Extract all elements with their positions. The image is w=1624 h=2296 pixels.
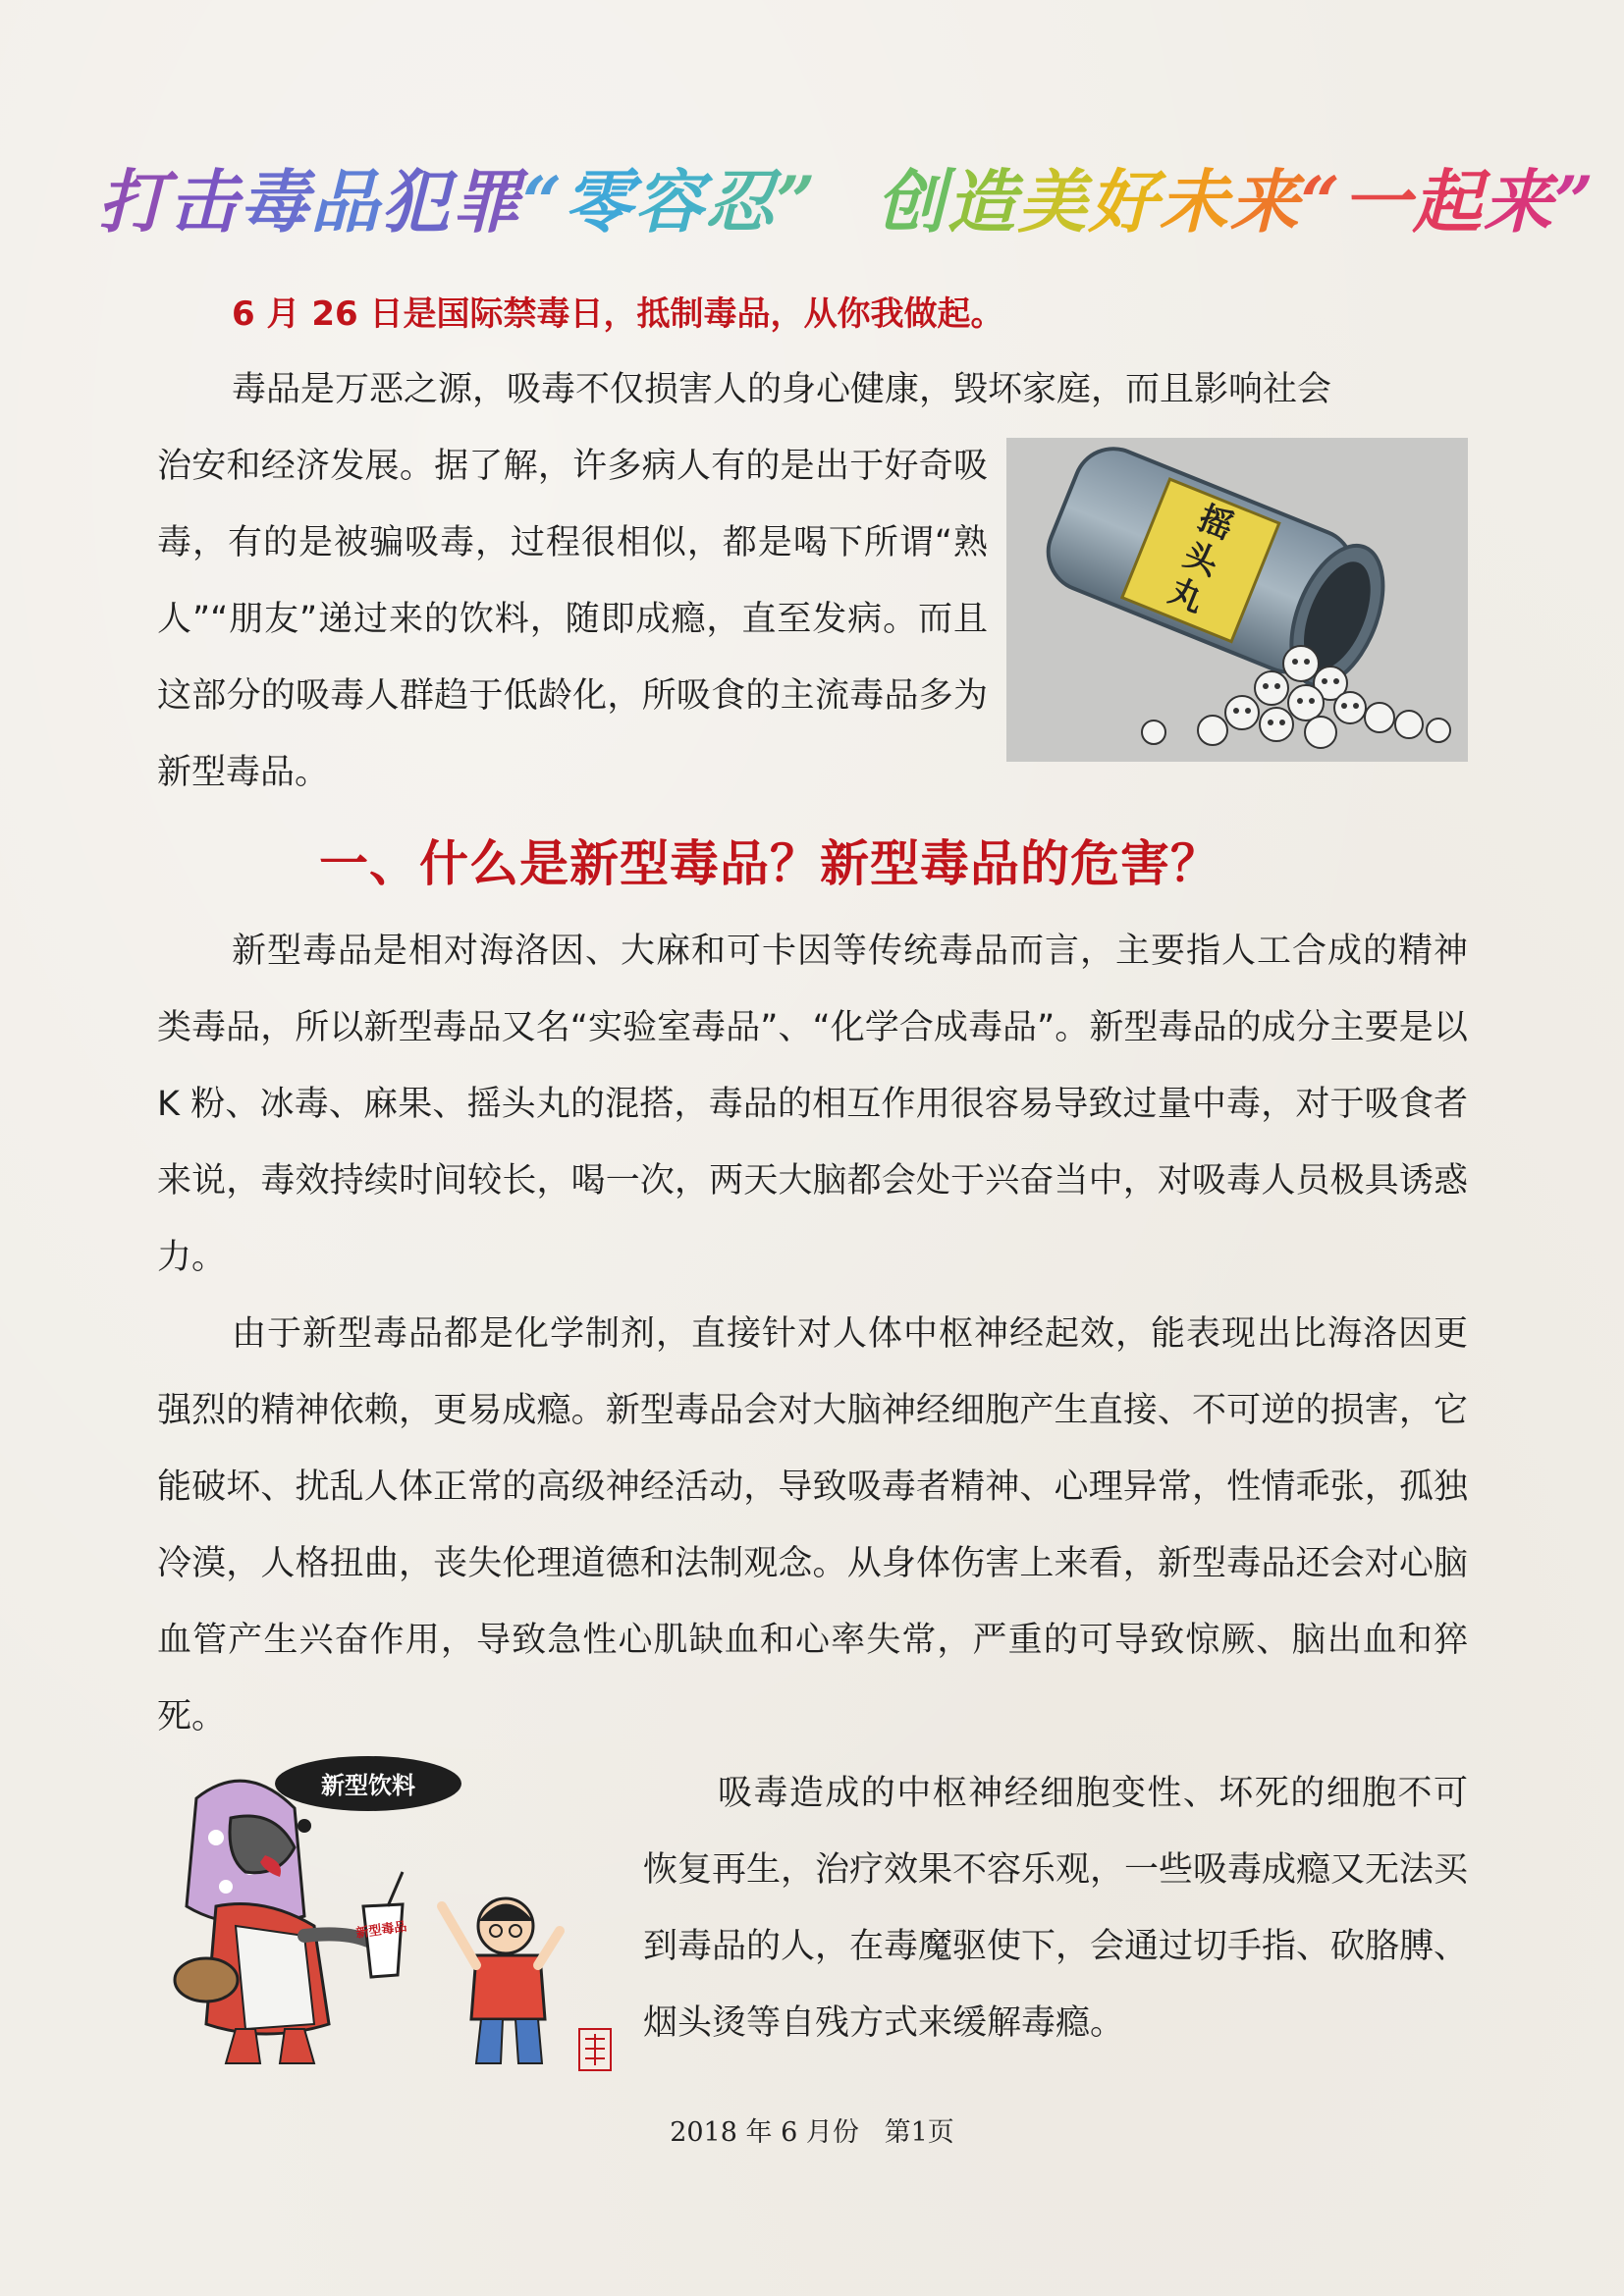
title-part-1 bbox=[98, 147, 818, 246]
cartoon-cup-label: 新型毒品 bbox=[354, 1919, 408, 1942]
title-char: 忍 bbox=[705, 161, 777, 242]
pill-bottle-illustration bbox=[1006, 438, 1468, 762]
title-char: 来 bbox=[1229, 161, 1301, 242]
title-part-2 bbox=[877, 147, 1597, 246]
title-char: 品 bbox=[310, 161, 381, 242]
title-char: 好 bbox=[1088, 161, 1160, 242]
pill-label-char-2: 头 bbox=[1177, 535, 1224, 584]
title-char: 零 bbox=[564, 161, 635, 242]
section-heading: 一、什么是新型毒品？新型毒品的危害？ bbox=[319, 835, 1220, 892]
title-char: 犯 bbox=[381, 161, 452, 242]
cartoon-bubble-text: 新型饮料 bbox=[321, 1772, 415, 1799]
title-char: 容 bbox=[634, 161, 706, 242]
lead-sentence: 6 月 26 日是国际禁毒日，抵制毒品，从你我做起。 bbox=[232, 294, 1004, 334]
intro-paragraph-first-line: 毒品是万恶之源，吸毒不仅损害人的身心健康，毁坏家庭，而且影响社会 bbox=[232, 370, 1332, 409]
title-char: 美 bbox=[1017, 161, 1089, 242]
paragraph-new-drugs-definition: 新型毒品是相对海洛因、大麻和可卡因等传统毒品而言，主要指人工合成的精神类毒品，所以新型毒品又名“实验室毒品”、“化学合成毒品”。新型毒品的成分主要是以 K 粉、冰毒、麻果、摇头丸的混搭，毒品的相互作用很容易导致过量中毒，对于吸食者来说，毒效持续时间较长，喝一次，两天大脑都会处于兴奋当中，对吸毒人员极具诱惑力。 bbox=[157, 932, 1468, 1277]
pill-label-char-3: 丸 bbox=[1163, 571, 1210, 620]
title-char: 毒 bbox=[240, 161, 310, 242]
paragraph-consequences: 吸毒造成的中枢神经细胞变性、坏死的细胞不可恢复再生，治疗效果不容乐观，一些吸毒成瘾又无法买到毒品的人，在毒魔驱使下，会通过切手指、砍胳膊、烟头烫等自残方式来缓解毒瘾。 bbox=[643, 1774, 1469, 2043]
page-title bbox=[98, 147, 1597, 245]
title-char: “ bbox=[522, 161, 565, 242]
pill-bottle-skulls-icon bbox=[1006, 438, 1468, 762]
title-char: “ bbox=[1300, 161, 1342, 242]
page-footer: 2018 年 6 月份 第1页 bbox=[670, 2117, 954, 2148]
title-char: 一 bbox=[1341, 161, 1413, 242]
title-char: 罪 bbox=[452, 161, 522, 242]
title-char: 造 bbox=[947, 161, 1018, 242]
intro-paragraph-rest: 治安和经济发展。据了解，许多病人有的是出于好奇吸毒，有的是被骗吸毒，过程很相似，都是喝下所谓“熟人”“朋友”递过来的饮料，随即成瘾，直至发病。而且这部分的吸毒人群趋于低龄化，所吸食的主流毒品多为新型毒品。 bbox=[157, 447, 988, 792]
title-char: 创 bbox=[876, 161, 947, 242]
wolf-offering-drink-icon bbox=[157, 1739, 628, 2083]
title-char: ” bbox=[776, 161, 818, 242]
title-char: 打 bbox=[98, 161, 169, 242]
paragraph-new-drugs-harm: 由于新型毒品都是化学制剂，直接针对人体中枢神经起效，能表现出比海洛因更强烈的精神依赖，更易成瘾。新型毒品会对大脑神经细胞产生直接、不可逆的损害，它能破坏、扰乱人体正常的高级神经活动，导致吸毒者精神、心理异常，性情乖张，孤独冷漠，人格扭曲，丧失伦理道德和法制观念。从身体伤害上来看，新型毒品还会对心脑血管产生兴奋作用，导致急性心肌缺血和心率失常，严重的可导致惊厥、脑出血和猝死。 bbox=[157, 1314, 1468, 1736]
title-char: 击 bbox=[169, 161, 240, 242]
pill-label-char-1: 摇 bbox=[1192, 498, 1239, 548]
title-char: 未 bbox=[1159, 161, 1230, 242]
title-char: 起 bbox=[1412, 161, 1484, 242]
title-char: 来 bbox=[1483, 161, 1554, 242]
wolf-cartoon-illustration bbox=[157, 1739, 628, 2083]
title-char: ” bbox=[1553, 161, 1597, 242]
